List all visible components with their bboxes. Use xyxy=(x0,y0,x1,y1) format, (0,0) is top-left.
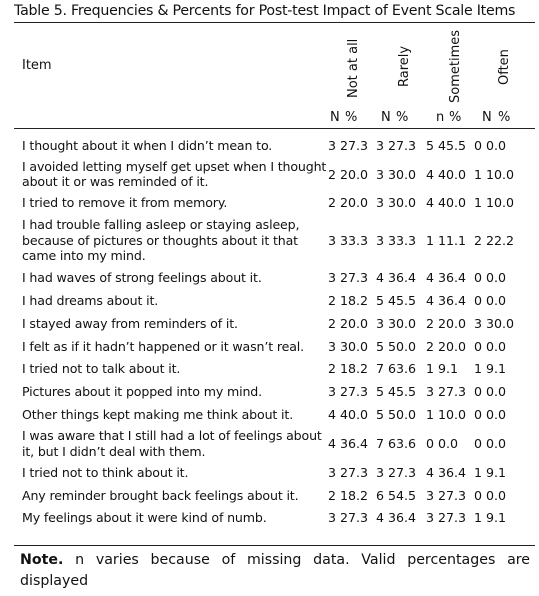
count-cell: 3 xyxy=(328,510,337,526)
count-cell: 3 xyxy=(376,137,385,153)
percent-cell: 18.2 xyxy=(340,487,369,503)
percent-cell: 30.0 xyxy=(388,195,417,211)
count-cell: 4 xyxy=(426,293,435,309)
count-cell: 3 xyxy=(328,384,337,400)
percent-cell: 18.2 xyxy=(340,361,369,377)
percent-cell: 27.3 xyxy=(438,487,467,503)
item-text: Pictures about it popped into my mind. xyxy=(22,384,262,400)
table-row xyxy=(14,381,535,404)
count-cell: 1 xyxy=(474,166,483,182)
percent-cell: 40.0 xyxy=(438,166,467,182)
count-cell: 3 xyxy=(426,487,435,503)
percent-cell: 0.0 xyxy=(486,407,507,423)
subheader-pct: % xyxy=(498,110,511,125)
count-cell: 0 xyxy=(474,435,483,451)
table-row xyxy=(14,312,535,335)
percent-cell: 40.0 xyxy=(438,195,467,211)
count-cell: 3 xyxy=(426,510,435,526)
percent-cell: 20.0 xyxy=(340,315,369,331)
percent-cell: 40.0 xyxy=(340,407,369,423)
percent-cell: 36.4 xyxy=(438,293,467,309)
percent-cell: 0.0 xyxy=(486,487,507,503)
count-cell: 1 xyxy=(474,464,483,480)
count-cell: 2 xyxy=(426,315,435,331)
item-text: My feelings about it were kind of numb. xyxy=(22,510,267,526)
column-header-rarely: Rarely xyxy=(397,45,412,87)
item-text: I had waves of strong feelings about it. xyxy=(22,270,262,286)
table-row xyxy=(14,215,535,267)
percent-cell: 20.0 xyxy=(340,166,369,182)
percent-cell: 18.2 xyxy=(340,293,369,309)
count-cell: 2 xyxy=(474,232,483,248)
table-row xyxy=(14,335,535,358)
count-cell: 0 xyxy=(474,384,483,400)
count-cell: 0 xyxy=(474,338,483,354)
percent-cell: 27.3 xyxy=(340,384,369,400)
percent-cell: 27.3 xyxy=(388,464,417,480)
count-cell: 0 xyxy=(474,407,483,423)
table-row xyxy=(14,484,535,507)
count-cell: 7 xyxy=(376,361,385,377)
percent-cell: 0.0 xyxy=(486,137,507,153)
column-header-sometimes: Sometimes xyxy=(448,29,463,103)
item-text: I tried not to think about it. xyxy=(22,464,189,480)
count-cell: 3 xyxy=(328,464,337,480)
count-cell: 3 xyxy=(376,315,385,331)
count-cell: 4 xyxy=(426,464,435,480)
percent-cell: 27.3 xyxy=(340,510,369,526)
count-cell: 2 xyxy=(328,166,337,182)
percent-cell: 11.1 xyxy=(438,232,467,248)
percent-cell: 9.1 xyxy=(486,510,507,526)
percent-cell: 45.5 xyxy=(388,384,417,400)
percent-cell: 20.0 xyxy=(438,338,467,354)
column-header-not-at-all: Not at all xyxy=(346,38,361,98)
percent-cell: 0.0 xyxy=(438,435,459,451)
count-cell: 6 xyxy=(376,487,385,503)
percent-cell: 27.3 xyxy=(388,137,417,153)
count-cell: 2 xyxy=(328,293,337,309)
count-cell: 5 xyxy=(376,293,385,309)
percent-cell: 9.1 xyxy=(486,361,507,377)
percent-cell: 36.4 xyxy=(438,270,467,286)
count-cell: 2 xyxy=(328,315,337,331)
count-cell: 4 xyxy=(328,435,337,451)
percent-cell: 10.0 xyxy=(438,407,467,423)
percent-cell: 0.0 xyxy=(486,338,507,354)
count-cell: 0 xyxy=(474,137,483,153)
count-cell: 4 xyxy=(426,270,435,286)
table-row xyxy=(14,267,535,290)
percent-cell: 63.6 xyxy=(388,361,417,377)
item-text: I was aware that I still had a lot of feelings about it, but I didn’t deal with them. xyxy=(22,428,322,459)
percent-cell: 45.5 xyxy=(388,293,417,309)
item-column-header: Item xyxy=(22,58,52,73)
count-cell: 3 xyxy=(376,195,385,211)
count-cell: 3 xyxy=(328,232,337,248)
item-text: Other things kept making me think about it. xyxy=(22,407,294,423)
percent-cell: 27.3 xyxy=(438,384,467,400)
table-row xyxy=(14,289,535,312)
count-cell: 3 xyxy=(328,137,337,153)
percent-cell: 0.0 xyxy=(486,293,507,309)
item-text: Any reminder brought back feelings about it. xyxy=(22,487,299,503)
table-note xyxy=(20,550,530,592)
count-cell: 4 xyxy=(328,407,337,423)
percent-cell: 30.0 xyxy=(388,315,417,331)
item-text: I thought about it when I didn’t mean to. xyxy=(22,137,273,153)
column-header-often: Often xyxy=(497,49,512,85)
percent-cell: 27.3 xyxy=(340,270,369,286)
count-cell: 0 xyxy=(474,293,483,309)
bottom-rule xyxy=(14,545,535,546)
count-cell: 2 xyxy=(328,195,337,211)
count-cell: 1 xyxy=(426,232,435,248)
subheader-n: N xyxy=(381,110,391,125)
count-cell: 1 xyxy=(426,361,435,377)
count-cell: 1 xyxy=(474,361,483,377)
percent-cell: 50.0 xyxy=(388,407,417,423)
percent-cell: 36.4 xyxy=(388,510,417,526)
percent-cell: 50.0 xyxy=(388,338,417,354)
item-text: I tried to remove it from memory. xyxy=(22,195,228,211)
count-cell: 0 xyxy=(474,270,483,286)
count-cell: 1 xyxy=(426,407,435,423)
count-cell: 4 xyxy=(376,270,385,286)
percent-cell: 0.0 xyxy=(486,270,507,286)
count-cell: 7 xyxy=(376,435,385,451)
count-cell: 4 xyxy=(426,166,435,182)
count-cell: 5 xyxy=(376,407,385,423)
table-row xyxy=(14,507,535,530)
percent-cell: 9.1 xyxy=(486,464,507,480)
percent-cell: 30.0 xyxy=(486,315,515,331)
count-cell: 3 xyxy=(376,166,385,182)
table-row xyxy=(14,358,535,381)
percent-cell: 36.4 xyxy=(438,464,467,480)
item-text: I avoided letting myself get upset when I thought about it or was reminded of it. xyxy=(22,158,327,190)
percent-cell: 10.0 xyxy=(486,195,515,211)
percent-cell: 36.4 xyxy=(388,270,417,286)
count-cell: 1 xyxy=(474,510,483,526)
count-cell: 5 xyxy=(376,384,385,400)
table-row xyxy=(14,192,535,215)
note-label: Note. xyxy=(20,552,64,568)
subheader-pct: % xyxy=(449,110,462,125)
count-cell: 0 xyxy=(474,487,483,503)
count-cell: 3 xyxy=(376,464,385,480)
percent-cell: 0.0 xyxy=(486,384,507,400)
percent-cell: 27.3 xyxy=(340,137,369,153)
subheader-pct: % xyxy=(345,110,358,125)
count-cell: 2 xyxy=(328,361,337,377)
percent-cell: 33.3 xyxy=(388,232,417,248)
percent-cell: 63.6 xyxy=(388,435,417,451)
table-row xyxy=(14,426,535,461)
count-cell: 3 xyxy=(328,270,337,286)
percent-cell: 27.3 xyxy=(340,464,369,480)
percent-cell: 0.0 xyxy=(486,435,507,451)
percent-cell: 33.3 xyxy=(340,232,369,248)
item-text: I had trouble falling asleep or staying asleep, because of pictures or thoughts about it that came into my mind. xyxy=(22,217,300,264)
item-text: I had dreams about it. xyxy=(22,293,159,309)
table-row xyxy=(14,461,535,484)
count-cell: 4 xyxy=(376,510,385,526)
count-cell: 2 xyxy=(426,338,435,354)
percent-cell: 22.2 xyxy=(486,232,515,248)
count-cell: 5 xyxy=(376,338,385,354)
count-cell: 3 xyxy=(328,338,337,354)
item-text: I stayed away from reminders of it. xyxy=(22,315,238,331)
count-cell: 0 xyxy=(426,435,435,451)
percent-cell: 10.0 xyxy=(486,166,515,182)
item-text: I tried not to talk about it. xyxy=(22,361,181,377)
percent-cell: 36.4 xyxy=(340,435,369,451)
table-row xyxy=(14,134,535,157)
header-rule xyxy=(14,128,535,129)
subheader-n: N xyxy=(330,110,340,125)
percent-cell: 30.0 xyxy=(340,338,369,354)
note-text: n varies because of missing data. Valid percentages are displayed xyxy=(20,552,531,589)
count-cell: 3 xyxy=(376,232,385,248)
subheader-pct: % xyxy=(396,110,409,125)
count-cell: 3 xyxy=(474,315,483,331)
count-cell: 2 xyxy=(328,487,337,503)
percent-cell: 30.0 xyxy=(388,166,417,182)
count-cell: 4 xyxy=(426,195,435,211)
top-rule xyxy=(14,22,535,23)
percent-cell: 20.0 xyxy=(340,195,369,211)
count-cell: 5 xyxy=(426,137,435,153)
percent-cell: 9.1 xyxy=(438,361,459,377)
count-cell: 3 xyxy=(426,384,435,400)
percent-cell: 54.5 xyxy=(388,487,417,503)
data-table xyxy=(14,134,535,530)
percent-cell: 20.0 xyxy=(438,315,467,331)
percent-cell: 27.3 xyxy=(438,510,467,526)
item-text: I felt as if it hadn’t happened or it wasn’t real. xyxy=(22,338,304,354)
table-caption: Table 5. Frequencies & Percents for Post-test Impact of Event Scale Items xyxy=(14,3,516,19)
count-cell: 1 xyxy=(474,195,483,211)
percent-cell: 45.5 xyxy=(438,137,467,153)
subheader-n: N xyxy=(482,110,492,125)
subheader-n: n xyxy=(436,110,445,125)
table-row xyxy=(14,157,535,192)
table-row xyxy=(14,403,535,426)
